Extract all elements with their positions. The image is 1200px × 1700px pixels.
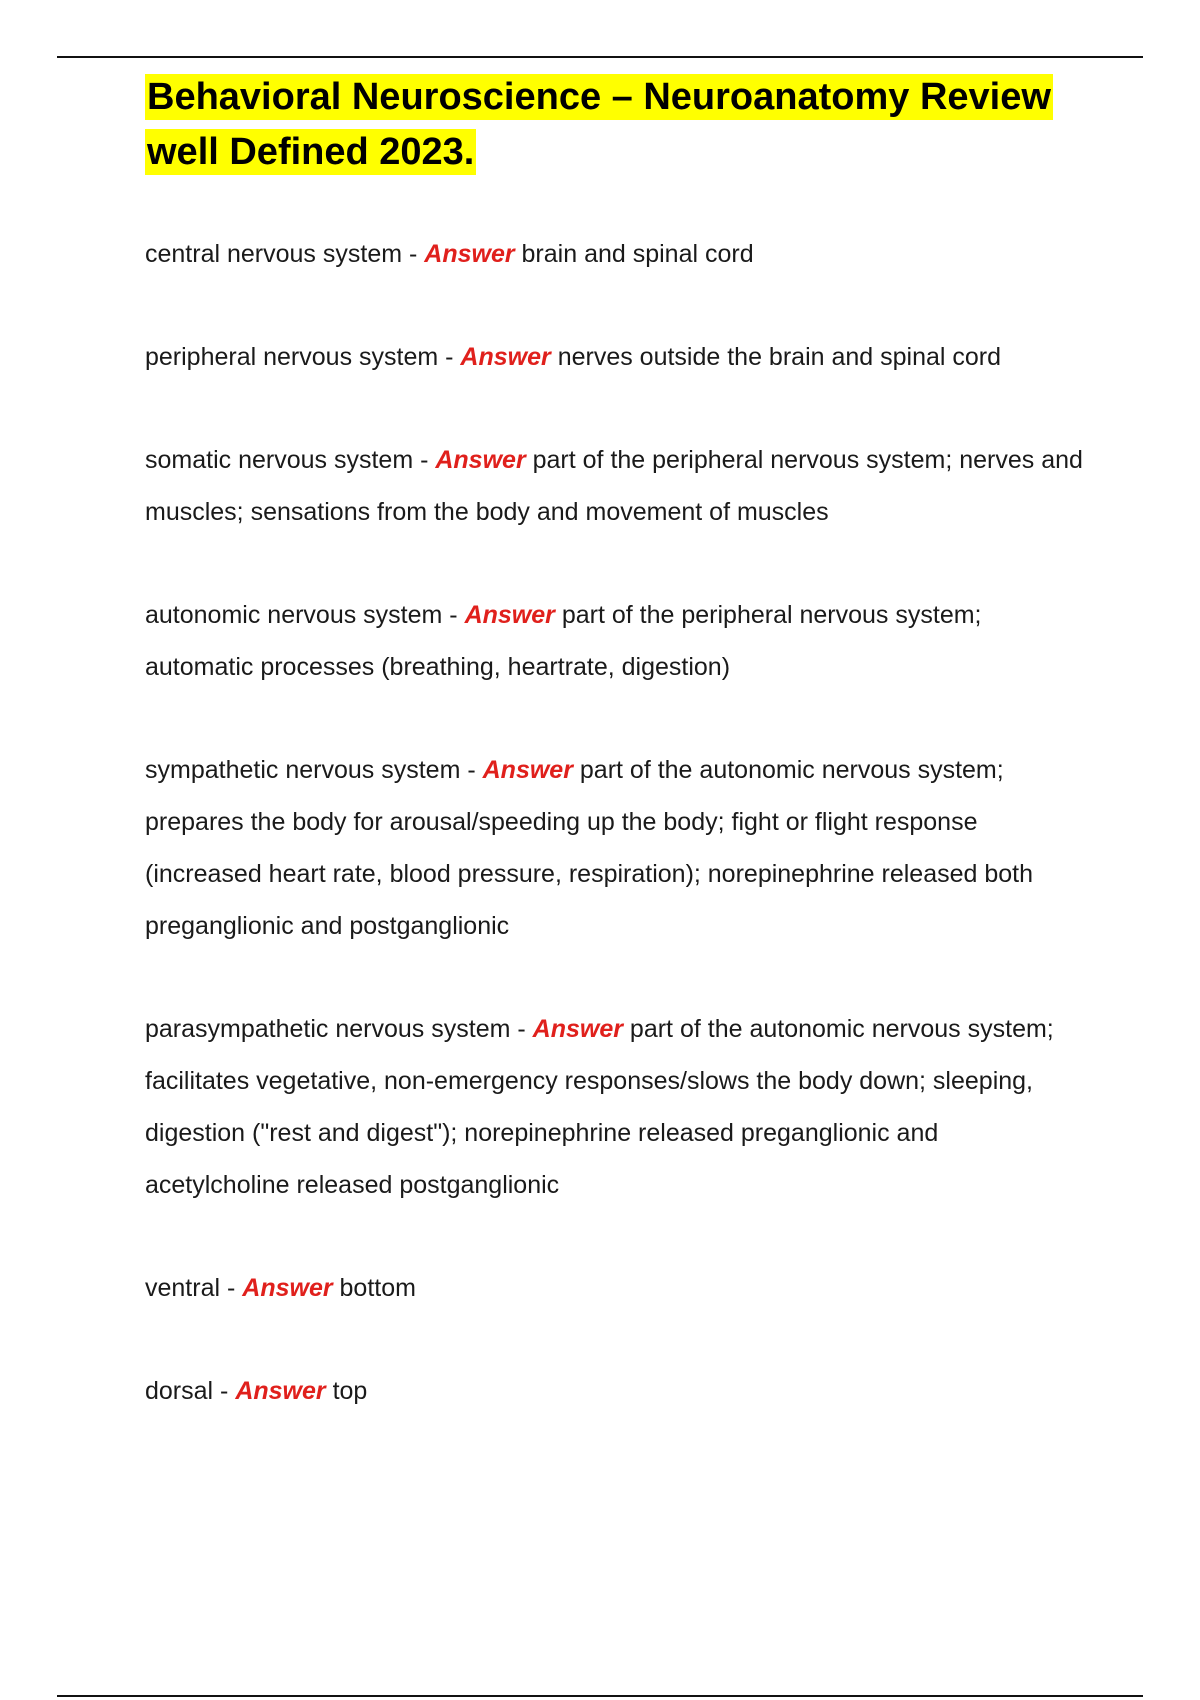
- answer-label: Answer: [464, 601, 555, 629]
- definition: part of the peripheral nervous system; nerves and muscles; sensations from the body and movement of muscles: [145, 446, 1083, 526]
- bottom-rule: [57, 1695, 1143, 1697]
- document-title-text: Behavioral Neuroscience – Neuroanatomy Review well Defined 2023.: [147, 76, 1051, 173]
- document-body: [145, 70, 1085, 1468]
- separator: -: [442, 601, 465, 629]
- answer-label: Answer: [460, 343, 551, 371]
- term: ventral: [145, 1274, 221, 1302]
- definition: top: [332, 1377, 368, 1405]
- list-item: [145, 228, 1085, 280]
- separator: -: [413, 446, 436, 474]
- document-title: [145, 70, 1085, 180]
- separator: -: [220, 1274, 243, 1302]
- top-rule: [57, 56, 1143, 58]
- list-item: [145, 744, 1085, 952]
- definition: part of the autonomic nervous system; facilitates vegetative, non-emergency responses/slows the body down; sleeping, digestion ("rest and digest"); norepinephrine released preganglionic and acetylcholine released postganglionic: [145, 1015, 1054, 1199]
- answer-label: Answer: [424, 240, 515, 268]
- definition: brain and spinal cord: [521, 240, 754, 268]
- answer-label: Answer: [532, 1015, 623, 1043]
- separator: -: [213, 1377, 236, 1405]
- list-item: [145, 1365, 1085, 1417]
- term: sympathetic nervous system: [145, 756, 461, 784]
- definition: part of the autonomic nervous system; prepares the body for arousal/speeding up the body; fight or flight response (increased heart rate, blood pressure, respiration); norepinephrine released both preganglionic and postganglionic: [145, 756, 1034, 940]
- definition: part of the peripheral nervous system; automatic processes (breathing, heartrate, digestion): [145, 601, 982, 681]
- list-item: [145, 331, 1085, 383]
- term: peripheral nervous system: [145, 343, 439, 371]
- list-item: [145, 1262, 1085, 1314]
- term: autonomic nervous system: [145, 601, 443, 629]
- separator: -: [510, 1015, 533, 1043]
- definition: nerves outside the brain and spinal cord: [557, 343, 1002, 371]
- term: somatic nervous system: [145, 446, 414, 474]
- definition: bottom: [339, 1274, 416, 1302]
- term: parasympathetic nervous system: [145, 1015, 511, 1043]
- answer-label: Answer: [435, 446, 526, 474]
- list-item: [145, 434, 1085, 538]
- answer-label: Answer: [235, 1377, 326, 1405]
- list-item: [145, 1003, 1085, 1211]
- separator: -: [438, 343, 461, 371]
- list-item: [145, 589, 1085, 693]
- answer-label: Answer: [242, 1274, 333, 1302]
- term: dorsal: [145, 1377, 214, 1405]
- answer-label: Answer: [482, 756, 573, 784]
- term: central nervous system: [145, 240, 403, 268]
- separator: -: [402, 240, 425, 268]
- separator: -: [460, 756, 483, 784]
- qa-list: [145, 228, 1085, 1417]
